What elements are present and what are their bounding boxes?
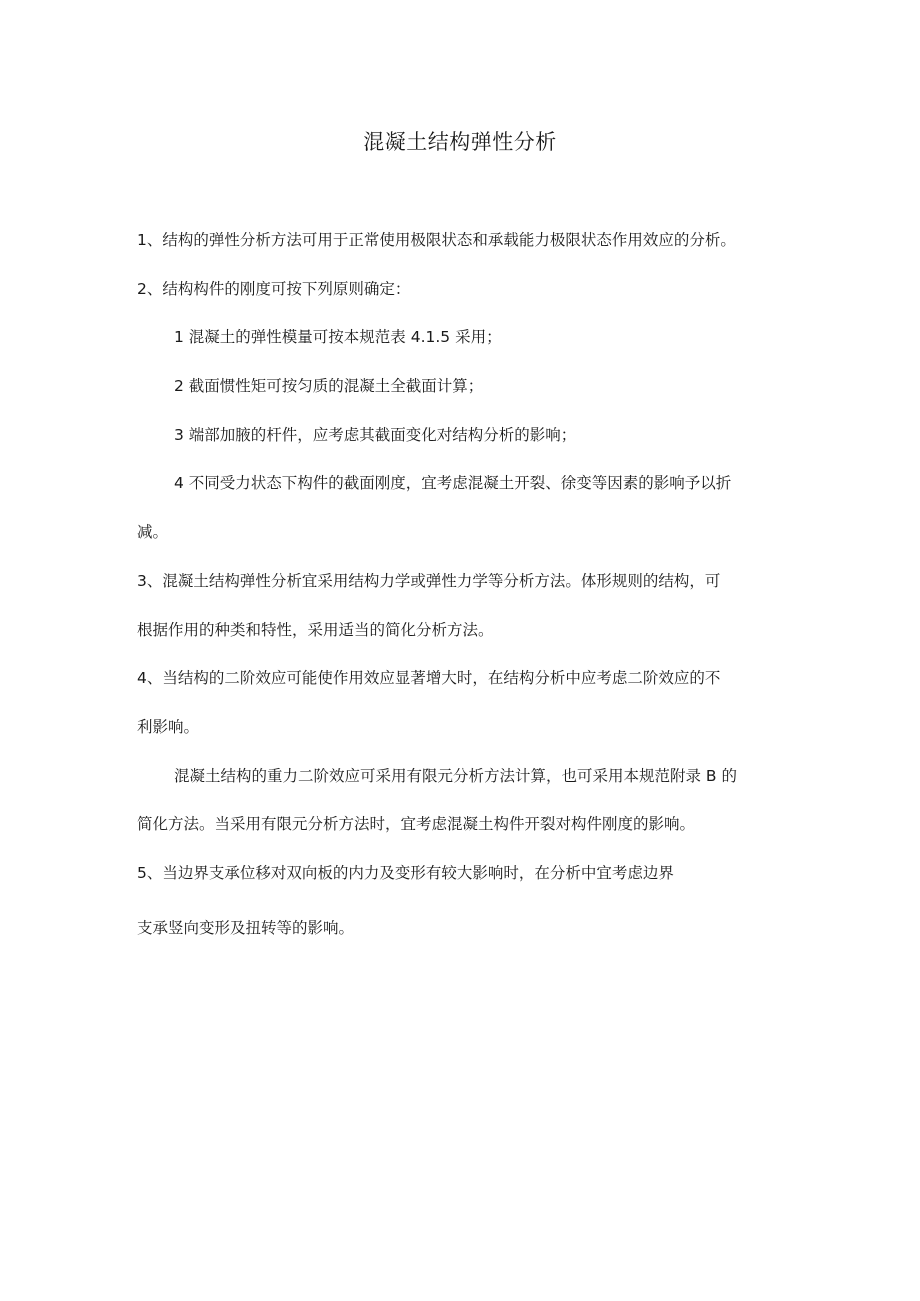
paragraph-line: 根据作用的种类和特性，采用适当的简化分析方法。 (137, 621, 494, 639)
paragraph-line: 5、当边界支承位移对双向板的内力及变形有较大影响时，在分析中宜考虑边界 (137, 864, 674, 882)
document-title: 混凝土结构弹性分析 (363, 130, 557, 154)
paragraph-line: 2 截面惯性矩可按匀质的混凝土全截面计算； (174, 377, 484, 395)
paragraph-line: 1 混凝土的弹性模量可按本规范表 4.1.5 采用； (174, 328, 502, 346)
paragraph-line: 3、混凝土结构弹性分析宜采用结构力学或弹性力学等分析方法。体形规则的结构，可 (137, 572, 721, 590)
paragraph-line: 1、结构的弹性分析方法可用于正常使用极限状态和承载能力极限状态作用效应的分析。 (137, 231, 736, 249)
paragraph-line: 4、当结构的二阶效应可能使作用效应显著增大时，在结构分析中应考虑二阶效应的不 (137, 669, 721, 687)
paragraph-line: 支承竖向变形及扭转等的影响。 (137, 919, 355, 937)
paragraph-line: 减。 (137, 523, 169, 541)
paragraph-line: 利影响。 (137, 718, 200, 736)
paragraph-line: 3 端部加腋的杆件，应考虑其截面变化对结构分析的影响； (174, 426, 577, 444)
paragraph-line: 简化方法。当采用有限元分析方法时，宜考虑混凝土构件开裂对构件刚度的影响。 (137, 815, 696, 833)
paragraph-line: 混凝土结构的重力二阶效应可采用有限元分析方法计算，也可采用本规范附录 B 的 (174, 767, 737, 785)
paragraph-line: 2、结构构件的刚度可按下列原则确定： (137, 280, 411, 298)
paragraph-line: 4 不同受力状态下构件的截面刚度，宜考虑混凝土开裂、徐变等因素的影响予以折 (174, 474, 732, 492)
